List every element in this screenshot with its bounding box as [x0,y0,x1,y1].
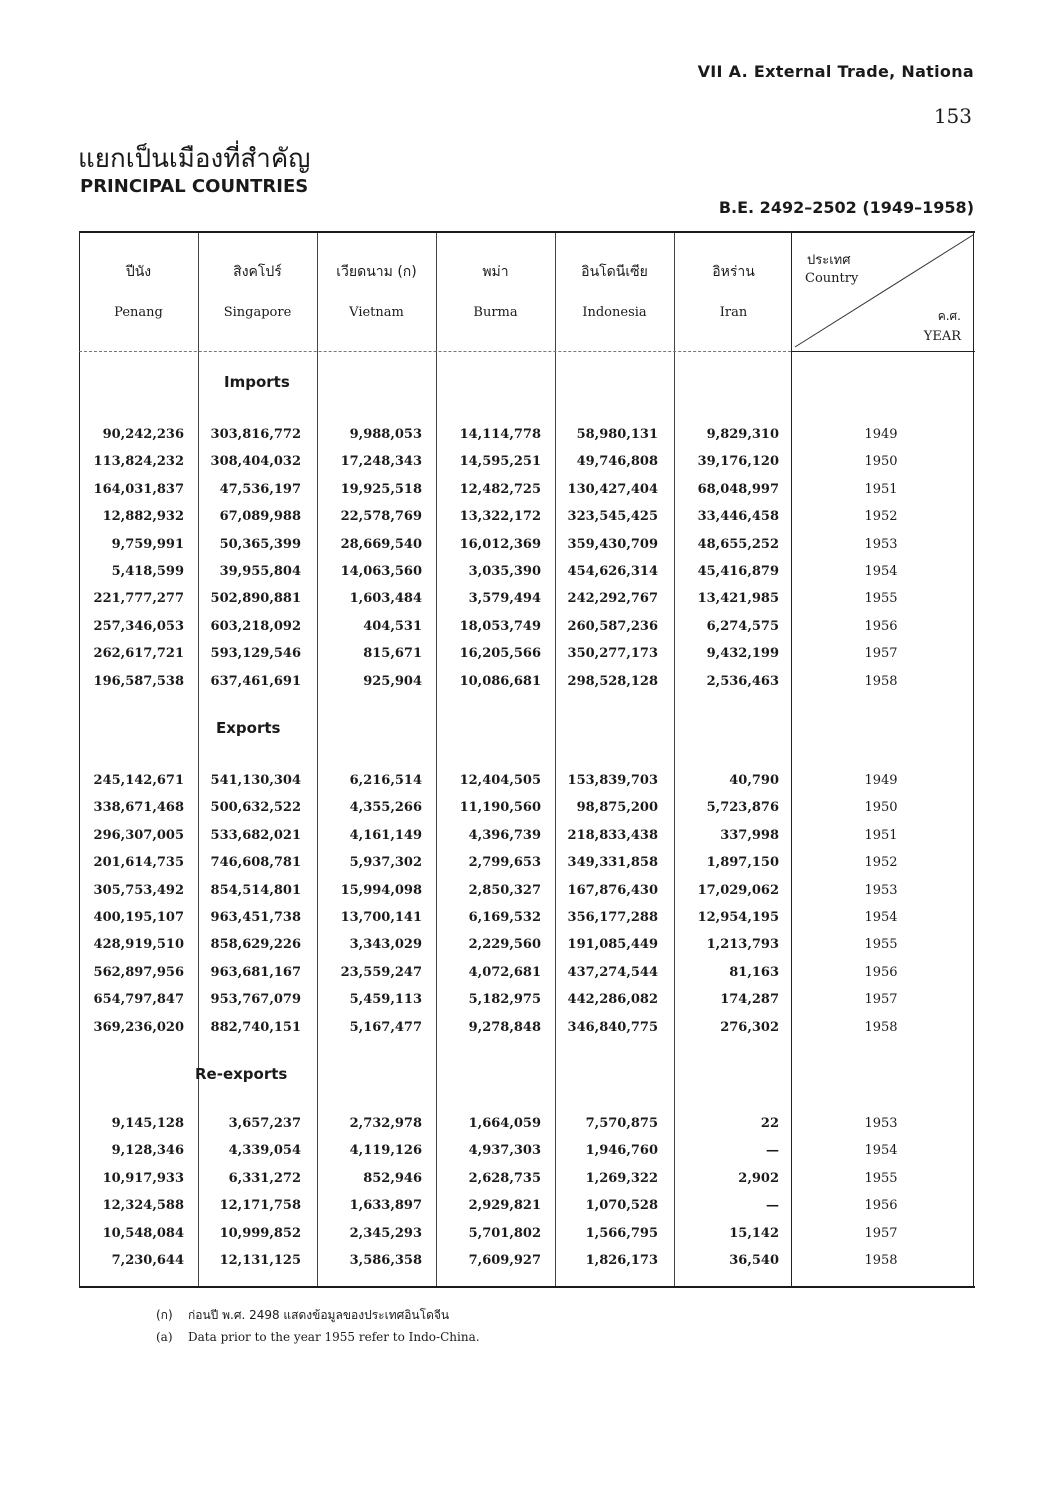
table-row [79,992,975,1019]
cell-iran: 9,829,310 [706,427,779,442]
cell-burma: 4,937,303 [468,1143,541,1159]
cell-penang: 257,346,053 [93,618,184,634]
cell-singapore: 603,218,092 [210,618,301,634]
cell-burma: 7,609,927 [468,1253,541,1268]
cell-vietnam: 14,063,560 [340,564,422,579]
cell-iran: 22 [760,1116,779,1131]
cell-penang: 12,324,588 [102,1198,184,1214]
cell-indonesia: 49,746,808 [576,454,658,470]
cell-singapore: 541,130,304 [210,773,301,788]
cell-iran: 2,902 [738,1170,779,1186]
cell-vietnam: 15,994,098 [340,882,422,898]
cell-singapore: 953,767,079 [210,992,301,1008]
cell-singapore: 4,339,054 [228,1143,301,1159]
table-row [79,883,975,910]
cell-vietnam: 404,531 [363,618,422,634]
cell-singapore: 500,632,522 [210,800,301,816]
cell-penang: 10,548,084 [102,1225,184,1241]
cell-indonesia: 58,980,131 [576,427,658,442]
cell-year: 1954 [864,564,898,579]
cell-penang: 562,897,956 [93,964,184,980]
cell-year: 1955 [864,591,898,607]
column-header-singapore [198,231,317,353]
cell-burma: 2,229,560 [468,937,541,953]
cell-year: 1957 [864,992,898,1008]
cell-vietnam: 6,216,514 [349,773,422,788]
footnote-thai [156,1306,449,1325]
cell-iran: 1,897,150 [706,855,779,871]
cell-iran: 1,213,793 [706,937,779,953]
cell-penang: 305,753,492 [93,882,184,898]
cell-vietnam: 4,119,126 [349,1143,422,1159]
cell-penang: 400,195,107 [93,910,184,925]
cell-vietnam: 9,988,053 [349,427,422,442]
section-title: Re-exports [195,1065,288,1083]
cell-year: 1950 [864,800,898,816]
cell-indonesia: 98,875,200 [576,800,658,816]
cell-year: 1956 [864,964,898,980]
table-row [79,910,975,937]
cell-indonesia: 298,528,128 [567,673,658,689]
cell-burma: 2,929,821 [468,1198,541,1214]
cell-year: 1953 [864,1116,898,1131]
column-header-thai: อินโดนีเซีย [581,264,648,280]
cell-singapore: 502,890,881 [210,591,301,607]
cell-indonesia: 346,840,775 [567,1019,658,1035]
footnote-marker: (ก) [156,1308,173,1322]
cell-singapore: 308,404,032 [210,454,301,470]
cell-penang: 369,236,020 [93,1019,184,1035]
cell-iran: — [766,1198,779,1214]
cell-indonesia: 153,839,703 [567,773,658,788]
cell-singapore: 746,608,781 [210,855,301,871]
cell-burma: 12,404,505 [459,773,541,788]
cell-iran: 33,446,458 [697,509,779,525]
cell-iran: 12,954,195 [697,910,779,925]
cell-indonesia: 218,833,438 [567,827,658,843]
cell-penang: 338,671,468 [93,800,184,816]
cell-iran: 2,536,463 [706,673,779,689]
cell-penang: 7,230,644 [111,1253,184,1268]
cell-vietnam: 5,937,302 [349,855,422,871]
cell-year: 1953 [864,882,898,898]
cell-iran: 6,274,575 [706,618,779,634]
cell-vietnam: 4,355,266 [349,800,422,816]
cell-iran: 81,163 [729,964,779,980]
table-row [79,482,975,509]
cell-iran: 9,432,199 [706,646,779,662]
cell-singapore: 858,629,226 [210,937,301,953]
cell-iran: 15,142 [729,1225,779,1241]
cell-burma: 14,595,251 [459,454,541,470]
cell-burma: 2,628,735 [468,1170,541,1186]
cell-singapore: 6,331,272 [228,1170,301,1186]
table-row [79,1253,975,1280]
cell-singapore: 637,461,691 [210,673,301,689]
cell-singapore: 10,999,852 [219,1225,301,1241]
cell-year: 1957 [864,1225,898,1241]
cell-indonesia: 130,427,404 [567,481,658,497]
cell-burma: 3,035,390 [468,564,541,579]
title-thai: แยกเป็นเมืองที่สำคัญ [78,144,311,174]
cell-indonesia: 437,274,544 [567,964,658,980]
footnote-text: ก่อนปี พ.ศ. 2498 แสดงข้อมูลของประเทศอินโดจีน [188,1308,450,1322]
running-header: VII A. External Trade, Nationa [697,62,974,81]
cell-year: 1956 [864,1198,898,1214]
cell-burma: 3,579,494 [468,591,541,607]
column-header-english: Penang [114,305,163,320]
cell-iran: 40,790 [729,773,779,788]
cell-penang: 5,418,599 [111,564,184,579]
cell-vietnam: 925,904 [363,673,422,689]
table-row [79,1171,975,1198]
cell-penang: 221,777,277 [93,591,184,607]
cell-penang: 262,617,721 [93,646,184,662]
cell-indonesia: 1,946,760 [585,1143,658,1159]
cell-singapore: 67,089,988 [219,509,301,525]
cell-indonesia: 323,545,425 [567,509,658,525]
country-label: Country [805,271,859,286]
table-row [79,1116,975,1143]
column-header-thai: พม่า [482,264,509,280]
cell-burma: 16,012,369 [459,536,541,552]
cell-iran: 17,029,062 [697,882,779,898]
table-row [79,1020,975,1047]
footnote-marker: (a) [156,1330,173,1344]
cell-singapore: 3,657,237 [228,1116,301,1131]
cell-burma: 18,053,749 [459,618,541,634]
footnote-text: Data prior to the year 1955 refer to Indo-China. [188,1330,480,1344]
cell-indonesia: 1,826,173 [585,1253,658,1268]
table-row [79,828,975,855]
cell-vietnam: 852,946 [363,1170,422,1186]
trade-table [79,231,975,1288]
cell-penang: 9,128,346 [111,1143,184,1159]
cell-indonesia: 1,269,322 [585,1170,658,1186]
cell-burma: 12,482,725 [459,481,541,497]
cell-burma: 16,205,566 [459,646,541,662]
cell-burma: 11,190,560 [459,800,541,816]
table-row [79,591,975,618]
cell-burma: 13,322,172 [459,509,541,525]
cell-indonesia: 454,626,314 [567,564,658,579]
cell-indonesia: 350,277,173 [567,646,658,662]
cell-indonesia: 191,085,449 [567,937,658,953]
cell-penang: 428,919,510 [93,937,184,953]
cell-year: 1958 [864,1019,898,1035]
cell-iran: 276,302 [720,1019,779,1035]
cell-year: 1958 [864,1253,898,1268]
column-header-penang [79,231,198,353]
cell-indonesia: 349,331,858 [567,855,658,871]
cell-iran: 13,421,985 [697,591,779,607]
cell-vietnam: 1,603,484 [349,591,422,607]
cell-indonesia: 1,566,795 [585,1225,658,1241]
cell-penang: 245,142,671 [93,773,184,788]
cell-penang: 201,614,735 [93,855,184,871]
footnote-english [156,1330,480,1344]
cell-vietnam: 3,343,029 [349,937,422,953]
cell-penang: 196,587,538 [93,673,184,689]
table-row [79,773,975,800]
cell-vietnam: 28,669,540 [340,536,422,552]
cell-iran: 5,723,876 [706,800,779,816]
cell-indonesia: 260,587,236 [567,618,658,634]
cell-burma: 9,278,848 [468,1019,541,1035]
table-row [79,965,975,992]
cell-year: 1956 [864,618,898,634]
cell-singapore: 963,681,167 [210,964,301,980]
cell-year: 1955 [864,937,898,953]
cell-indonesia: 7,570,875 [585,1116,658,1131]
cell-iran: 48,655,252 [697,536,779,552]
cell-penang: 9,145,128 [111,1116,184,1131]
cell-year: 1955 [864,1170,898,1186]
table-row [79,564,975,591]
cell-year: 1952 [864,509,898,525]
cell-singapore: 854,514,801 [210,882,301,898]
country-year-corner [791,231,975,353]
year-label: YEAR [923,329,961,344]
table-row [79,855,975,882]
cell-year: 1949 [864,773,898,788]
country-label-thai: ประเทศ [807,253,851,268]
table-row [79,619,975,646]
page-number: 153 [933,104,972,128]
column-header-thai: ปีนัง [125,264,152,280]
cell-indonesia: 1,070,528 [585,1198,658,1214]
cell-penang: 10,917,933 [102,1170,184,1186]
cell-singapore: 12,131,125 [219,1253,301,1268]
cell-vietnam: 2,345,293 [349,1225,422,1241]
cell-indonesia: 167,876,430 [567,882,658,898]
table-row [79,537,975,564]
cell-vietnam: 815,671 [363,646,422,662]
cell-singapore: 47,536,197 [219,481,301,497]
cell-singapore: 593,129,546 [210,646,301,662]
cell-penang: 9,759,991 [111,536,184,552]
cell-burma: 6,169,532 [468,910,541,925]
cell-iran: 174,287 [720,992,779,1008]
cell-vietnam: 19,925,518 [340,481,422,497]
cell-penang: 164,031,837 [93,481,184,497]
cell-year: 1952 [864,855,898,871]
cell-year: 1951 [864,827,898,843]
cell-indonesia: 356,177,288 [567,910,658,925]
cell-penang: 654,797,847 [93,992,184,1008]
cell-vietnam: 3,586,358 [349,1253,422,1268]
table-row [79,646,975,673]
cell-penang: 12,882,932 [102,509,184,525]
cell-indonesia: 359,430,709 [567,536,658,552]
column-header-english: Singapore [223,305,292,320]
cell-singapore: 882,740,151 [210,1019,301,1035]
table-row [79,937,975,964]
table-bottom-rule [79,1286,975,1288]
table-row [79,1226,975,1253]
table-row [79,1198,975,1225]
table-row [79,1143,975,1170]
cell-vietnam: 13,700,141 [340,910,422,925]
cell-indonesia: 242,292,767 [567,591,658,607]
cell-iran: 39,176,120 [697,454,779,470]
column-header-english: Burma [473,305,518,320]
column-header-thai: เวียดนาม (ก) [336,264,417,280]
column-header-iran [674,231,793,353]
period-label: B.E. 2492–2502 (1949–1958) [718,198,974,217]
cell-indonesia: 442,286,082 [567,992,658,1008]
column-header-english: Vietnam [349,305,404,320]
cell-year: 1949 [864,427,898,442]
table-row [79,454,975,481]
cell-burma: 5,701,802 [468,1225,541,1241]
cell-year: 1950 [864,454,898,470]
cell-vietnam: 22,578,769 [340,509,422,525]
cell-iran: 36,540 [729,1253,779,1268]
cell-iran: 337,998 [720,827,779,843]
cell-year: 1958 [864,673,898,689]
column-header-english: Iran [719,305,748,320]
cell-burma: 1,664,059 [468,1116,541,1131]
table-row [79,800,975,827]
section-title: Imports [224,373,290,391]
table-row [79,674,975,701]
corner-underline [791,351,975,352]
cell-vietnam: 4,161,149 [349,827,422,843]
column-header-vietnam [317,231,436,353]
cell-year: 1954 [864,910,898,925]
cell-vietnam: 1,633,897 [349,1198,422,1214]
cell-vietnam: 23,559,247 [340,964,422,980]
cell-burma: 4,072,681 [468,964,541,980]
column-header-thai: สิงคโปร์ [233,264,282,280]
column-header-burma [436,231,555,353]
cell-burma: 10,086,681 [459,673,541,689]
cell-year: 1954 [864,1143,898,1159]
title-english: PRINCIPAL COUNTRIES [80,176,309,197]
cell-penang: 113,824,232 [93,454,184,470]
cell-singapore: 50,365,399 [219,536,301,552]
cell-iran: 45,416,879 [697,564,779,579]
cell-penang: 296,307,005 [93,827,184,843]
cell-burma: 2,850,327 [468,882,541,898]
cell-year: 1957 [864,646,898,662]
section-title: Exports [216,719,281,737]
cell-iran: — [766,1143,779,1159]
cell-singapore: 963,451,738 [210,910,301,925]
cell-singapore: 39,955,804 [219,564,301,579]
cell-burma: 14,114,778 [459,427,541,442]
cell-vietnam: 5,167,477 [349,1019,422,1035]
cell-year: 1953 [864,536,898,552]
cell-singapore: 533,682,021 [210,827,301,843]
cell-vietnam: 2,732,978 [349,1116,422,1131]
cell-burma: 4,396,739 [468,827,541,843]
cell-burma: 2,799,653 [468,855,541,871]
cell-vietnam: 17,248,343 [340,454,422,470]
cell-penang: 90,242,236 [102,427,184,442]
column-header-english: Indonesia [582,305,647,320]
cell-vietnam: 5,459,113 [349,992,422,1008]
column-header-indonesia [555,231,674,353]
table-row [79,427,975,454]
cell-burma: 5,182,975 [468,992,541,1008]
year-label-thai: ค.ศ. [937,309,961,323]
column-header-thai: อิหร่าน [712,264,755,280]
table-row [79,509,975,536]
cell-iran: 68,048,997 [697,481,779,497]
cell-singapore: 12,171,758 [219,1198,301,1214]
cell-singapore: 303,816,772 [210,427,301,442]
cell-year: 1951 [864,481,898,497]
